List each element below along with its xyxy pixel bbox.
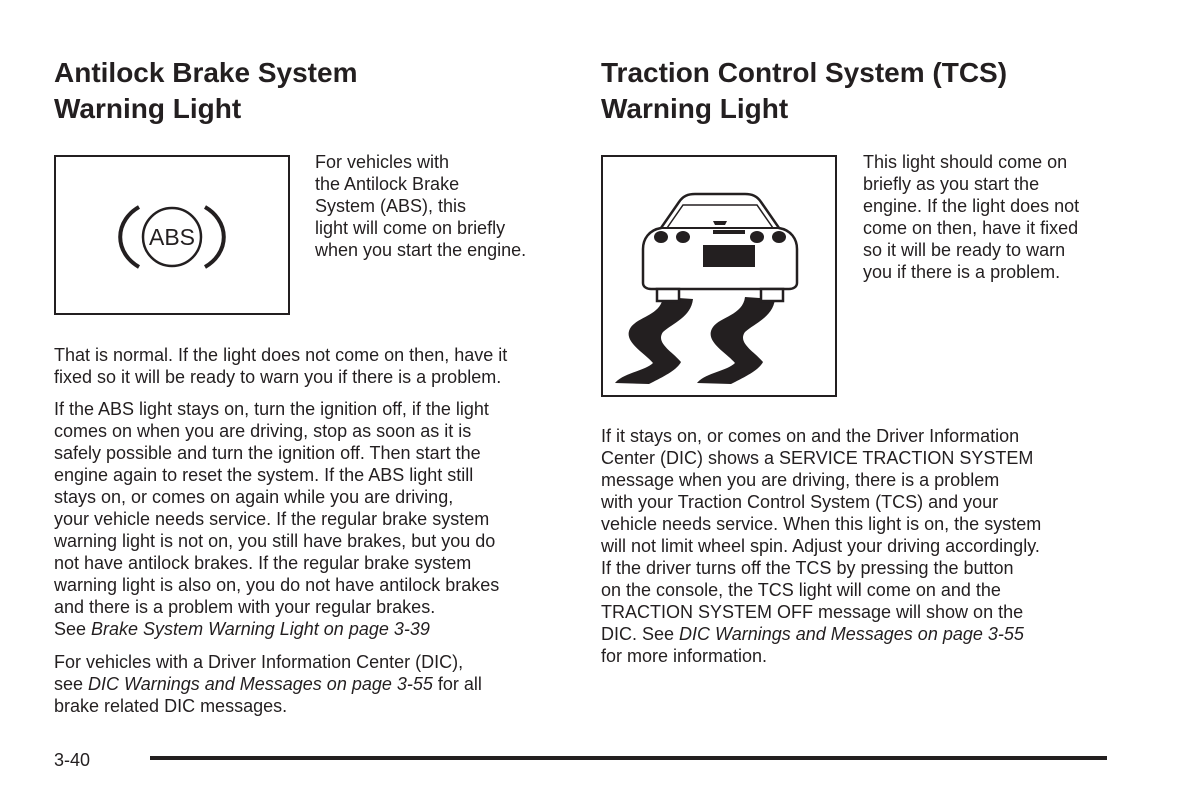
abs-p3-tail: for all	[432, 674, 482, 694]
abs-paragraph-2	[54, 398, 499, 640]
tcs-p1-see: DIC. See	[601, 624, 680, 644]
abs-paragraph-3	[54, 651, 482, 717]
abs-p3-see: see	[54, 674, 89, 694]
abs-p3-line: For vehicles with a Driver Information Center (DIC),	[54, 652, 464, 672]
abs-p2-line: warning light is not on, you still have brakes, but you do	[54, 531, 496, 551]
tcs-p1-line: with your Traction Control System (TCS) and your	[601, 492, 999, 512]
abs-p3-line: brake related DIC messages.	[54, 696, 288, 716]
tcs-intro-line: briefly as you start the	[863, 174, 1040, 194]
abs-p2-see: See	[54, 619, 92, 639]
tcs-intro-line: you if there is a problem.	[863, 262, 1061, 282]
page-number: 3-40	[54, 750, 91, 770]
abs-p2-line: not have antilock brakes. If the regular brake system	[54, 553, 472, 573]
brake-warning-reference: Brake System Warning Light on page 3-39	[91, 619, 430, 639]
dic-messages-reference: DIC Warnings and Messages on page 3-55	[88, 674, 433, 694]
tcs-car-skid-icon	[603, 157, 835, 395]
abs-intro-line: For vehicles with	[315, 152, 450, 172]
abs-warning-figure	[54, 155, 290, 315]
abs-title-line2: Warning Light	[54, 93, 242, 124]
abs-p2-line: and there is a problem with your regular brakes.	[54, 597, 436, 617]
tcs-p1-line: vehicle needs service. When this light is on, the system	[601, 514, 1042, 534]
abs-p2-line: stays on, or comes on again while you are driving,	[54, 487, 454, 507]
abs-p1-line: That is normal. If the light does not come on then, have it	[54, 345, 508, 365]
tcs-intro-text	[863, 151, 1113, 283]
tcs-p1-line: on the console, the TCS light will come on and the	[601, 580, 1001, 600]
abs-p2-line: safely possible and turn the ignition off. Then start the	[54, 443, 481, 463]
abs-section-title	[54, 55, 357, 127]
tcs-section-title	[601, 55, 1007, 127]
tcs-p1-line: message when you are driving, there is a problem	[601, 470, 1000, 490]
abs-p2-line: If the ABS light stays on, turn the ignition off, if the light	[54, 399, 489, 419]
tcs-p1-line: Center (DIC) shows a SERVICE TRACTION SYSTEM	[601, 448, 1034, 468]
dic-messages-reference: DIC Warnings and Messages on page 3-55	[679, 624, 1024, 644]
abs-intro-line: when you start the engine.	[315, 240, 527, 260]
tcs-p1-line: for more information.	[601, 646, 768, 666]
abs-intro-line: the Antilock Brake	[315, 174, 460, 194]
tcs-paragraph-1	[601, 425, 1041, 667]
abs-warning-icon	[56, 157, 288, 313]
tcs-p1-line: will not limit wheel spin. Adjust your driving accordingly.	[601, 536, 1040, 556]
abs-intro-line: light will come on briefly	[315, 218, 506, 238]
tcs-warning-figure	[601, 155, 837, 397]
abs-title-line1: Antilock Brake System	[54, 57, 358, 88]
abs-p1-line: fixed so it will be ready to warn you if there is a problem.	[54, 367, 502, 387]
tcs-title-line1: Traction Control System (TCS)	[601, 57, 1008, 88]
tcs-intro-line: engine. If the light does not	[863, 196, 1080, 216]
tcs-intro-line: come on then, have it fixed	[863, 218, 1079, 238]
tcs-p1-line: If it stays on, or comes on and the Driver Information	[601, 426, 1020, 446]
tcs-p1-line: If the driver turns off the TCS by pressing the button	[601, 558, 1014, 578]
tcs-intro-line: This light should come on	[863, 152, 1068, 172]
tcs-intro-line: so it will be ready to warn	[863, 240, 1066, 260]
abs-p2-line: engine again to reset the system. If the ABS light still	[54, 465, 474, 485]
abs-p2-line: comes on when you are driving, stop as soon as it is	[54, 421, 472, 441]
tcs-p1-line: TRACTION SYSTEM OFF message will show on the	[601, 602, 1024, 622]
tcs-title-line2: Warning Light	[601, 93, 789, 124]
footer-rule	[150, 756, 1107, 760]
abs-icon-text: ABS	[148, 224, 196, 250]
abs-p2-line: your vehicle needs service. If the regular brake system	[54, 509, 490, 529]
abs-intro-text	[315, 151, 565, 261]
abs-p2-line: warning light is also on, you do not have antilock brakes	[54, 575, 500, 595]
abs-intro-line: System (ABS), this	[315, 196, 467, 216]
abs-paragraph-1	[54, 344, 507, 388]
